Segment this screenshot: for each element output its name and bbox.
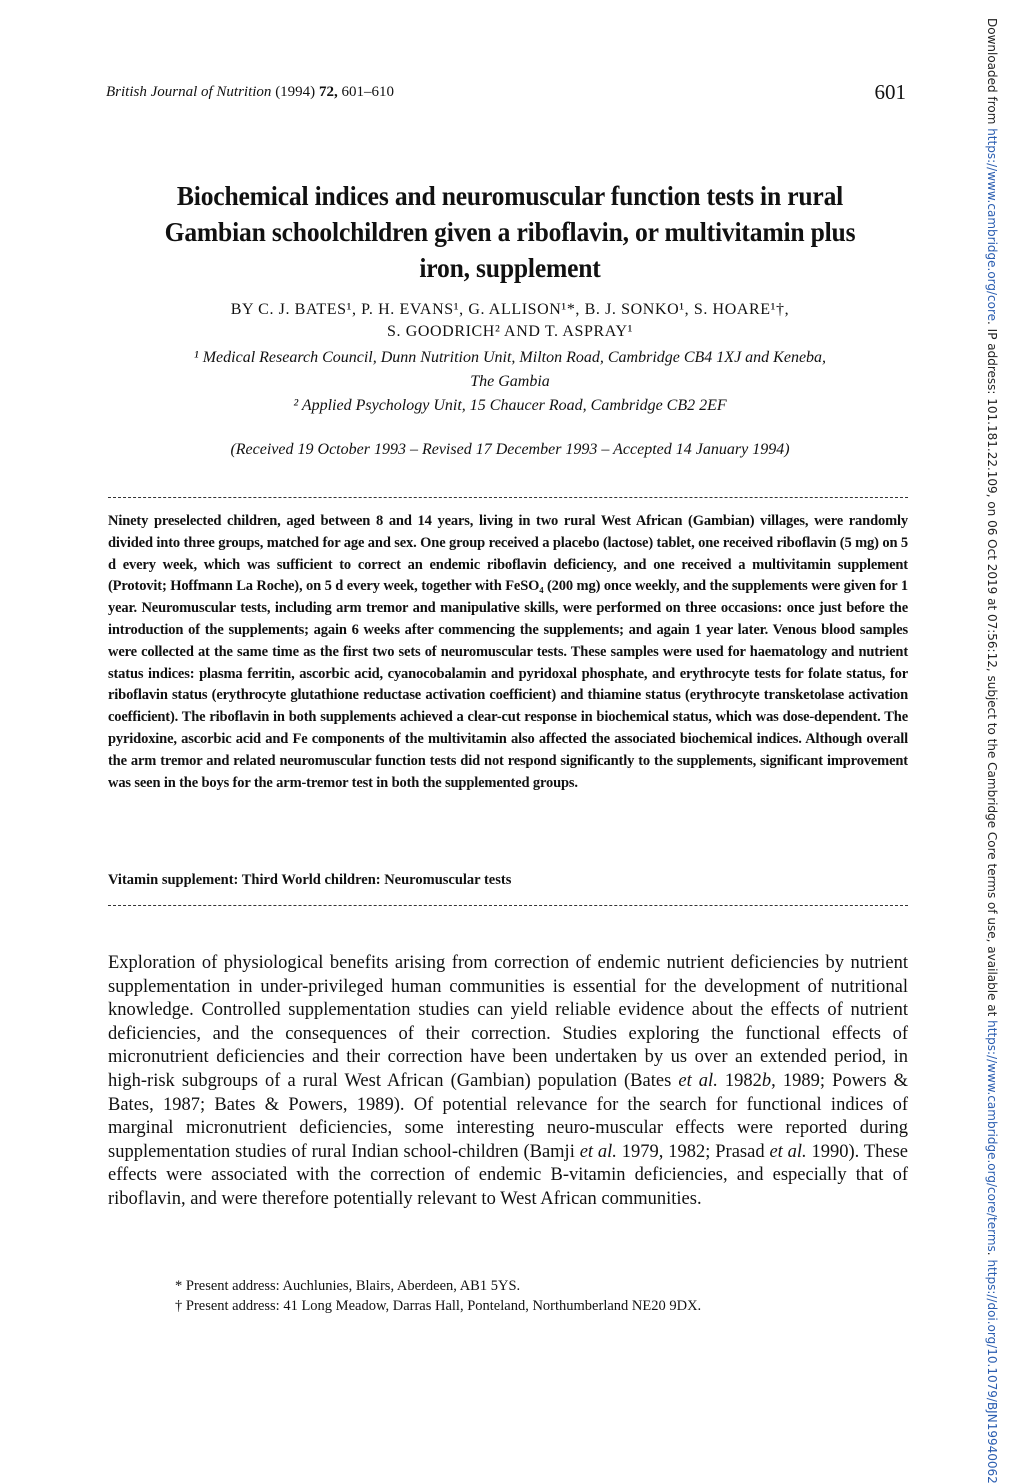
body-text-italic: et al.: [678, 1070, 718, 1091]
download-notice: [985, 18, 999, 1484]
abstract: Ninety preselected children, aged between 8 and 14 years, living in two rural West African (Gambian) villages, were randomly divided into three groups, matched for age and sex. One group received a placebo (lactose) tablet, one received riboflavin (5 mg) on 5 d every week, which was sufficient to correct an endemic riboflavin deficiency, and one received a multivitamin supplement (Protovit; Hoffmann La Roche), on 5 d every week, together with FeSO₄ (200 mg) once weekly, and the supplements were given for 1 year. Neuromuscular tests, including arm tremor and manipulative skills, were performed on three occasions: once just before the introduction of the supplements; again 6 weeks after commencing the supplements; and again 1 year later. Venous blood samples were collected at the same time as the first two sets of neuromuscular tests. These samples were used for haematology and nutrient status indices: plasma ferritin, ascorbic acid, cyanocobalamin and pyridoxal phosphate, and erythrocyte tests for folate status, for riboflavin status (erythrocyte glutathione reductase activation coefficient) and thiamine status (erythrocyte transketolase activation coefficient). The riboflavin in both supplements achieved a clear-cut response in biochemical status, which was dose-dependent. The pyridoxine, ascorbic acid and Fe components of the multivitamin also affected the associated biochemical indices. Although overall the arm tremor and related neuromuscular function tests did not respond significantly to the supplements, significant improvement was seen in the boys for the arm-tremor test in both the supplemented groups.: [108, 513, 908, 791]
download-notice-text: Downloaded from: [985, 18, 999, 129]
title-line: Biochemical indices and neuromuscular function tests in rural: [176, 180, 844, 211]
title-line: iron, supplement: [419, 252, 601, 283]
article-title: [92, 178, 929, 286]
body-text-run: 1990). These effects were associated with the correction of endemic B-vitamin deficiencies, and especially that of riboflavin, and were therefore potentially relevant to West African communities.: [108, 1141, 909, 1209]
body-text-run: 1979, 1982; Prasad: [616, 1141, 770, 1162]
author-line: BY C. J. BATES¹, P. H. EVANS¹, G. ALLISON¹*, B. J. SONKO¹, S. HOARE¹†,: [230, 301, 790, 318]
journal-pages: 601–610: [341, 84, 394, 100]
body-text-run: Exploration of physiological benefits arising from correction of endemic nutrient deficiencies by nutrient supplementation in under-privileged human communities is essential for the development of nutritional knowledge. Controlled supplementation studies can yield reliable evidence about the effects of nutrient deficiencies, and the consequences of their correction. Studies exploring the functional effects of micronutrient deficiencies and their correction have been undertaken by us over an extended period, in high-risk subgroups of a rural West African (Gambian) population (Bates: [108, 953, 908, 1091]
terms-link[interactable]: https://www.cambridge.org/core/terms: [985, 1020, 999, 1252]
running-head: [106, 84, 906, 101]
body-text-run: 1982: [717, 1070, 762, 1091]
affiliations: [60, 346, 960, 418]
journal-year: (1994): [275, 84, 316, 100]
title-line: Gambian schoolchildren given a riboflavin, or multivitamin plus: [164, 216, 856, 247]
body-text-italic: et al.: [579, 1141, 617, 1162]
abstract-top-rule: [108, 497, 908, 498]
abstract-bottom-rule: [108, 905, 908, 906]
download-notice-text: . IP address: 101.181.22.109, on 06 Oct 2019 at 07:56:12, subject to the Cambridge Core terms of use, available at: [985, 321, 999, 1021]
doi-link[interactable]: https://doi.org/10.1079/BJN19940062: [985, 1259, 999, 1484]
body-text-italic: b: [761, 1070, 772, 1091]
footnote: † Present address: 41 Long Meadow, Darras Hall, Ponteland, Northumberland NE20 9DX.: [175, 1298, 702, 1314]
author-line: S. GOODRICH² AND T. ASPRAY¹: [387, 323, 633, 340]
page-number: 601: [874, 80, 906, 104]
affiliation-line: ¹ Medical Research Council, Dunn Nutrition Unit, Milton Road, Cambridge CB4 1XJ and Keneba,: [193, 349, 827, 366]
cambridge-core-link[interactable]: https://www.cambridge.org/core: [985, 128, 999, 322]
body-text-run: , 1989; Powers & Bates, 1987; Bates & Powers, 1989). Of potential relevance for the search for functional indices of marginal micronutrient deficiencies, some interesting neuro-muscular effects were reported during supplementation studies of rural Indian school-children (Bamji: [108, 1070, 909, 1162]
download-notice-text: .: [985, 1251, 999, 1260]
body-text-italic: et al.: [769, 1141, 807, 1162]
keywords: Vitamin supplement: Third World children: Neuromuscular tests: [108, 872, 512, 888]
footnotes: [175, 1276, 915, 1316]
body-paragraph: [108, 952, 908, 1212]
affiliation-line: ² Applied Psychology Unit, 15 Chaucer Road, Cambridge CB2 2EF: [293, 397, 727, 414]
footnote: * Present address: Auchlunies, Blairs, Aberdeen, AB1 5YS.: [175, 1278, 521, 1294]
journal-name: British Journal of Nutrition: [106, 84, 272, 100]
affiliation-line: The Gambia: [470, 373, 550, 390]
journal-volume: 72,: [318, 84, 338, 100]
author-list: [60, 299, 960, 343]
received-dates: (Received 19 October 1993 – Revised 17 December 1993 – Accepted 14 January 1994): [230, 441, 790, 458]
